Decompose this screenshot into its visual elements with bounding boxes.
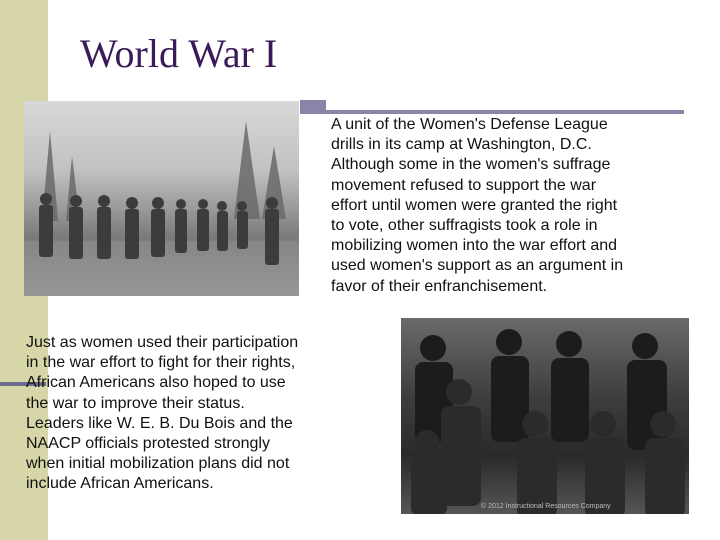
top-rule	[300, 110, 684, 114]
photo-credit: © 2012 Instructional Resources Company	[481, 503, 611, 510]
women-defense-league-photo	[24, 101, 299, 296]
page-title: World War I	[80, 31, 278, 76]
harlem-hellfighters-photo	[401, 318, 689, 514]
women-defense-league-caption: A unit of the Women's Defense League drills in its camp at Washington, D.C. Although some in the women's suffrage movement refused to support the war effort until women were granted the right to vote, other suffragists took a role in mobilizing women into the war effort and used women's support as an argument in favor of their enfranchisement.	[331, 116, 624, 295]
african-americans-paragraph: Just as women used their participation in the war effort to fight for their rights, African Americans also hoped to use the war to improve their status. Leaders like W. E. B. Du Bois and the NAACP officials protested strongly when initial mobilization plans did not include African Americans.	[26, 334, 299, 493]
